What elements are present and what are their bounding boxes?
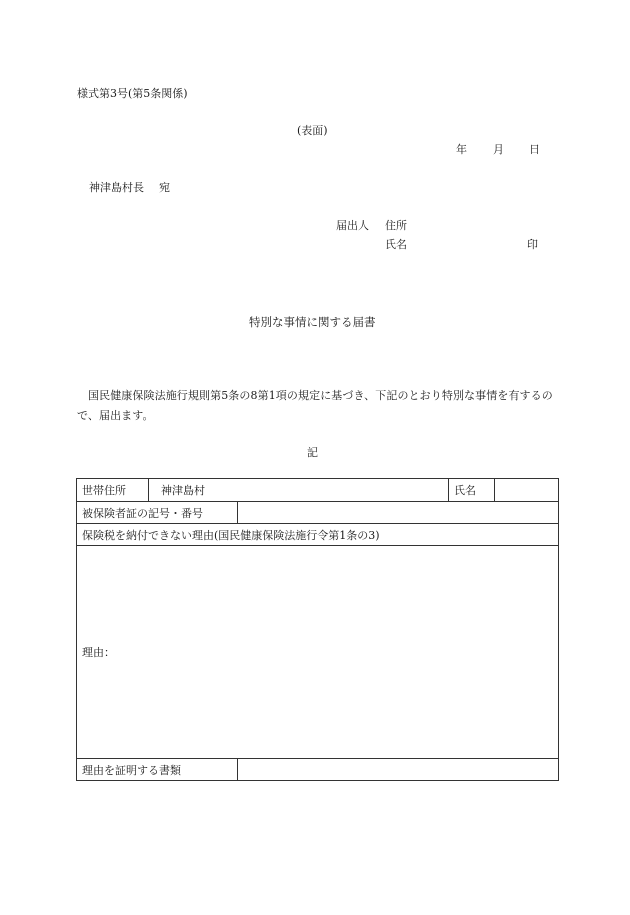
reason-field[interactable] bbox=[77, 546, 559, 759]
applicant-label: 届出人 bbox=[336, 219, 369, 232]
household-address-label: 世帯住所 bbox=[77, 479, 149, 502]
unable-reason-row bbox=[77, 524, 559, 546]
unable-reason-label: 保険税を納付できない理由(国民健康保険法施行令第1条の3) bbox=[77, 524, 559, 546]
insurance-card-field[interactable] bbox=[238, 502, 559, 524]
applicant-name-label: 氏名 bbox=[385, 238, 407, 251]
proof-docs-label: 理由を証明する書類 bbox=[77, 759, 238, 781]
reason-label: 理由： bbox=[82, 646, 115, 659]
name-label: 氏名 bbox=[449, 479, 495, 502]
date-month-label: 月 bbox=[493, 143, 504, 156]
addressee-name: 神津島村長 bbox=[89, 181, 144, 194]
insurance-card-label: 被保険者証の記号・番号 bbox=[77, 502, 238, 524]
date-year-label: 年 bbox=[456, 143, 467, 156]
side-label: (表面) bbox=[297, 124, 328, 137]
reason-row bbox=[77, 546, 559, 759]
applicant-address-label: 住所 bbox=[385, 219, 407, 232]
proof-docs-field[interactable] bbox=[238, 759, 559, 781]
seal-label: 印 bbox=[527, 238, 538, 251]
household-row bbox=[77, 479, 559, 502]
form-number: 様式第3号(第5条関係) bbox=[77, 87, 188, 100]
document-title: 特別な事情に関する届書 bbox=[249, 315, 376, 329]
household-address-field[interactable]: 神津島村 bbox=[149, 479, 449, 502]
insurance-card-row bbox=[77, 502, 559, 524]
body-paragraph: 国民健康保険法施行規則第5条の8第1項の規定に基づき、下記のとおり特別な事情を有するので、届出ます。 bbox=[77, 389, 553, 422]
proof-docs-row bbox=[77, 759, 559, 781]
addressee-suffix: 宛 bbox=[159, 181, 170, 194]
notification-form-table bbox=[76, 478, 559, 781]
date-day-label: 日 bbox=[529, 143, 540, 156]
name-field[interactable] bbox=[495, 479, 559, 502]
ki-label: 記 bbox=[307, 446, 318, 459]
